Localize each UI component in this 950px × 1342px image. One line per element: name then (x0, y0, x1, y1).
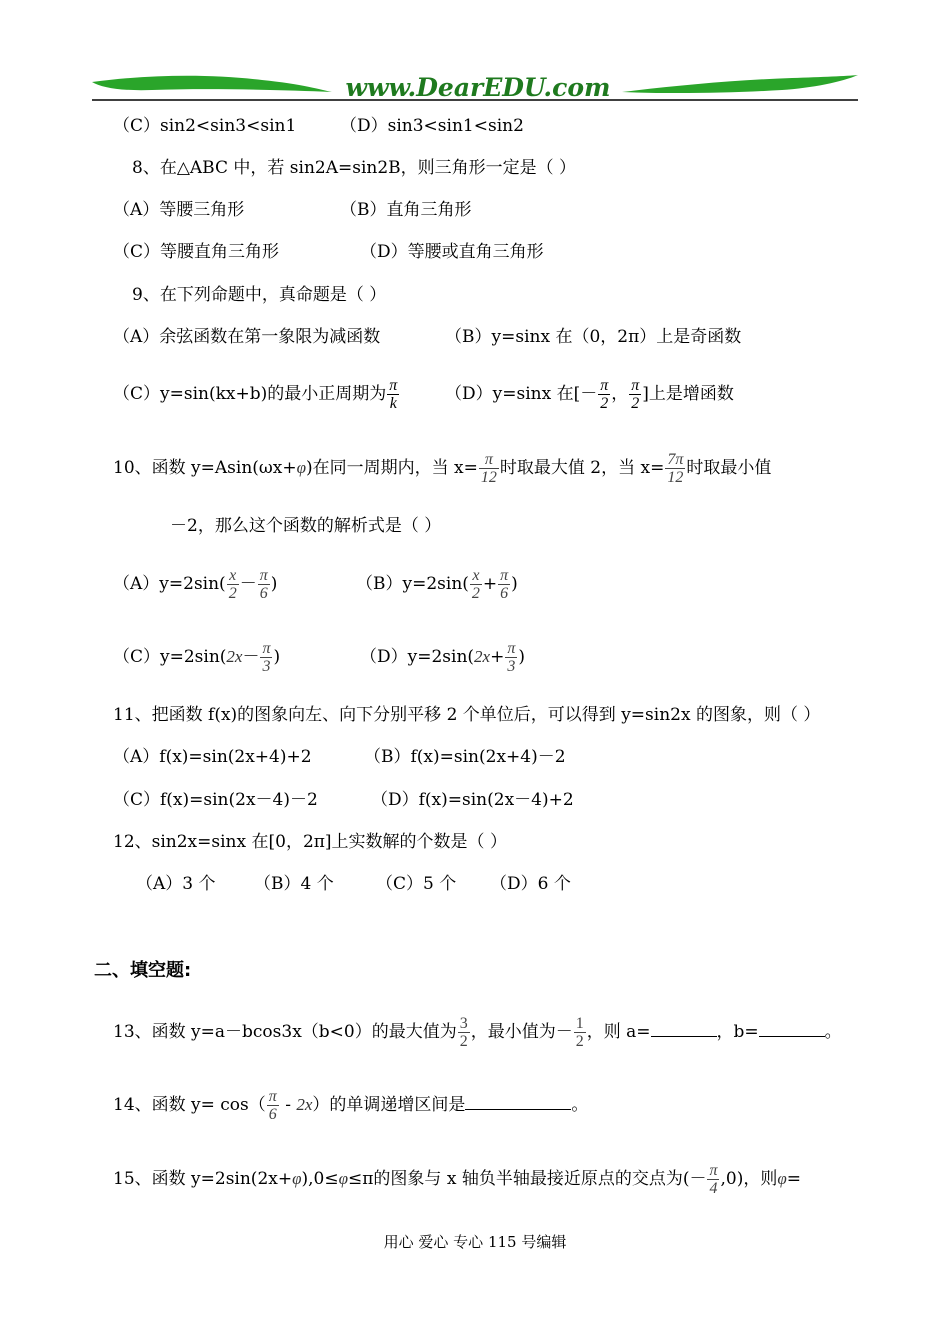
q8-option-d: （D）等腰或直角三角形 (360, 242, 544, 262)
q9-option-d-text: （D）y=sinx 在[－ (445, 384, 598, 404)
left-leaf-swoosh (92, 76, 332, 92)
q15-text: 15、函数 y=2sin(2x+ (113, 1169, 293, 1189)
q8-stem: 8、在△ABC 中，若 sin2A=sin2B，则三角形一定是（ ） (132, 158, 577, 178)
q9-stem: 9、在下列命题中，真命题是（ ） (132, 285, 387, 305)
q11-option-b: （B）f(x)=sin(2x+4)－2 (364, 747, 566, 767)
q14-text: 14、函数 y= cos（ (113, 1095, 266, 1115)
q11-option-a: （A）f(x)=sin(2x+4)+2 (113, 747, 312, 767)
q9-option-c-text: （C）y=sin(kx+b)的最小正周期为 (113, 384, 387, 404)
q14-fraction: $\frac{\pi}{6}$ (268, 1088, 277, 1123)
section-title-fill-in: 二、填空题: (94, 960, 192, 981)
q10-option-c: （C）y=2sin( (113, 647, 227, 667)
q11-option-d: （D）f(x)=sin(2x－4)+2 (371, 790, 574, 810)
q7-option-d: （D）sin3<sin1<sin2 (340, 116, 524, 136)
q13-answer-b-blank[interactable] (759, 1020, 825, 1037)
phi-symbol: φ (296, 458, 307, 477)
q13-answer-a-blank[interactable] (651, 1020, 717, 1037)
q10-x1-fraction: $\frac{\pi}{12}$ (480, 451, 497, 486)
q15-fraction: $\frac{\pi}{4}$ (709, 1162, 718, 1197)
q9-option-c-fraction: $\frac{\pi}{k}$ (389, 377, 398, 412)
q11-stem: 11、把函数 f(x)的图象向左、向下分别平移 2 个单位后，可以得到 y=sin2x 的图象，则（ ） (113, 705, 821, 725)
q9-option-d-fraction-2: $\frac{\pi}{2}$ (631, 377, 640, 412)
q10-option-d: （D）y=2sin( (360, 647, 475, 667)
q10-stem-2: －2，那么这个函数的解析式是（ ） (170, 516, 442, 536)
q9-option-d-fraction-1: $\frac{\pi}{2}$ (600, 377, 609, 412)
q13-min-fraction: $\frac{1}{2}$ (575, 1015, 584, 1050)
q14-answer-blank[interactable] (465, 1093, 571, 1110)
header-logo-banner (92, 70, 858, 106)
q9-option-b: （B）y=sinx 在（0，2π）上是奇函数 (445, 327, 742, 347)
q12-option-b: （B）4 个 (254, 874, 334, 894)
page-footer (0, 1231, 950, 1252)
logo-text: www.DearEDU.com (345, 73, 611, 102)
q9-option-a: （A）余弦函数在第一象限为减函数 (113, 327, 381, 347)
q8-option-a: （A）等腰三角形 (113, 200, 245, 220)
footer-text: 用心 爱心 专心 115 号编辑 (383, 1233, 567, 1251)
q10-stem-1: 10、函数 y=Asin(ωx+ (113, 458, 297, 478)
q12-stem: 12、sin2x=sinx 在[0，2π]上实数解的个数是（ ） (113, 832, 507, 852)
q8-option-c: （C）等腰直角三角形 (113, 242, 280, 262)
right-leaf-swoosh (622, 75, 858, 93)
q12-option-a: （A）3 个 (136, 874, 216, 894)
q10-x2-fraction: $\frac{7\pi}{12}$ (667, 451, 684, 486)
q7-option-c: （C）sin2<sin3<sin1 (113, 116, 297, 136)
q8-option-b: （B）直角三角形 (340, 200, 472, 220)
q12-option-c: （C）5 个 (376, 874, 457, 894)
q11-option-c: （C）f(x)=sin(2x－4)－2 (113, 790, 318, 810)
q10-option-a: （A）y=2sin( (113, 574, 226, 594)
q10-option-b: （B）y=2sin( (356, 574, 469, 594)
q13-max-fraction: $\frac{3}{2}$ (459, 1015, 468, 1050)
q13-text: 13、函数 y=a－bcos3x（b<0）的最大值为 (113, 1022, 457, 1042)
q12-option-d: （D）6 个 (490, 874, 571, 894)
